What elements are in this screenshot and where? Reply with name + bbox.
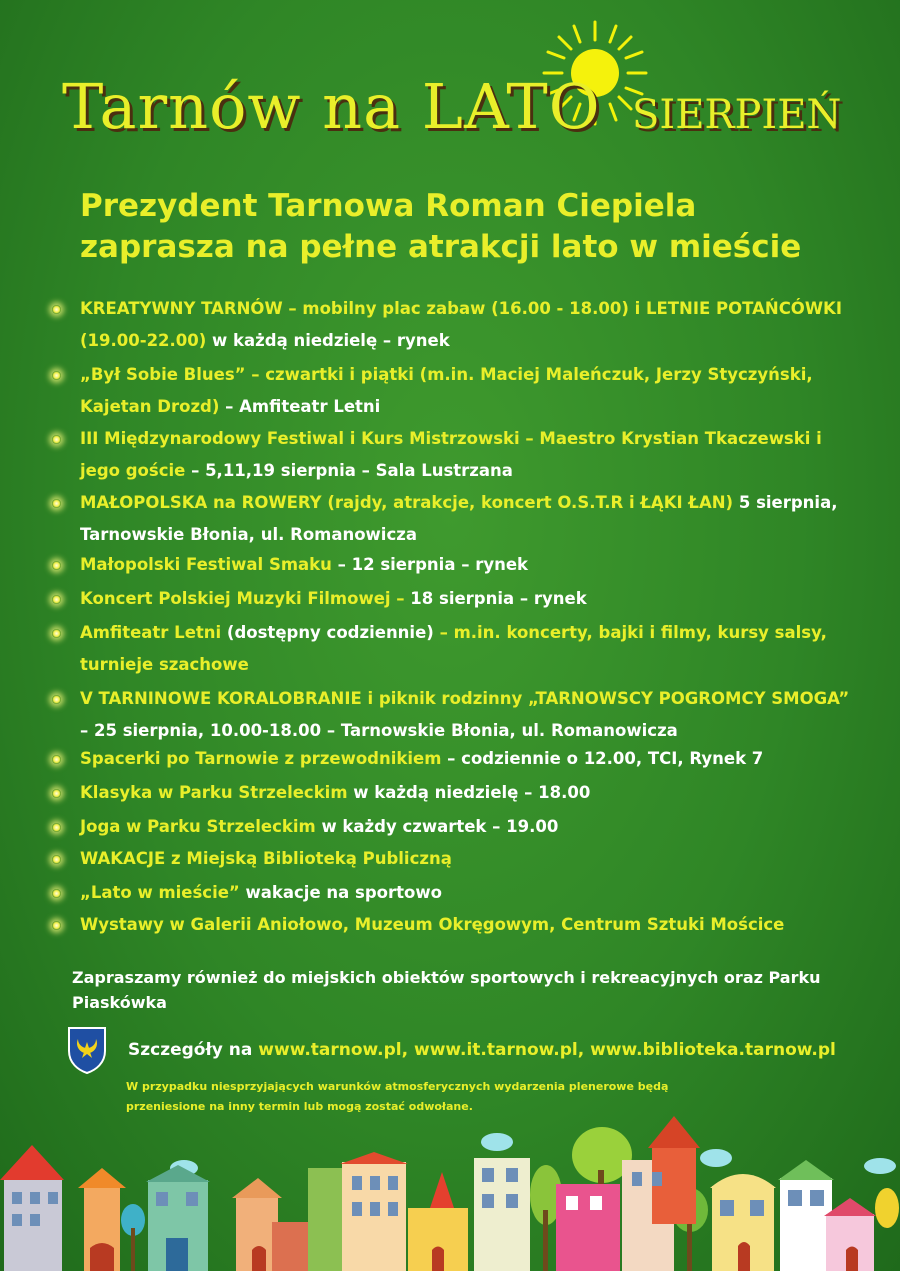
event-text: Wystawy w Galerii Aniołowo, Muzeum Okręgowym, Centrum Sztuki Mościce [80,915,785,934]
event-item [80,843,860,875]
event-item [80,359,860,423]
event-text: wakacje na sportowo [239,883,442,902]
event-text: w każdy czwartek – 19.00 [315,817,559,836]
event-text: MAŁOPOLSKA na ROWERY (rajdy, atrakcje, koncert O.S.T.R i ŁĄKI ŁAN) [80,493,734,512]
bullet-dot-icon [52,789,61,798]
event-text: „Był Sobie Blues” – czwartki i piątki (m.in. Maciej Maleńczuk, Jerzy Styczyński, Kajetan Drozd) [80,365,813,416]
event-text: – 25 sierpnia, 10.00-18.00 – Tarnowskie Błonia, ul. Romanowicza [80,721,678,740]
event-item [80,909,860,941]
bullet-dot-icon [52,823,61,832]
event-item [80,683,860,747]
bullet-dot-icon [52,695,61,704]
event-text: 5 sierpnia, Tarnowskie Błonia, ul. Romanowicza [80,493,838,544]
bullet-dot-icon [52,305,61,314]
event-text: Amfiteatr Letni [80,623,222,642]
event-item [80,583,860,615]
event-text: Joga w Parku Strzeleckim [80,817,316,836]
event-text: – m.in. koncerty, bajki i filmy, kursy salsy, turnieje szachowe [80,623,827,674]
event-text: – 5,11,19 sierpnia – Sala Lustrzana [191,461,513,480]
bullet-dot-icon [52,595,61,604]
bullet-dot-icon [52,561,61,570]
event-text: WAKACJE z Miejską Biblioteką Publiczną [80,849,452,868]
event-text: Koncert Polskiej Muzyki Filmowej – [80,589,405,608]
poster-month: SIERPIEŃ [632,92,842,138]
tarnow-crest-icon [66,1025,108,1075]
event-item [80,549,860,581]
bullet-dot-icon [52,371,61,380]
event-text: (dostępny codziennie) [221,623,434,642]
event-item [80,617,860,681]
poster-title: Tarnów na LATO [62,70,601,143]
event-text: III Międzynarodowy Festiwal i Kurs Mistrzowski – Maestro Krystian Tkaczewski i jego goście [80,429,822,480]
town-illustration [0,1110,900,1271]
event-item [80,877,860,909]
event-text: – codziennie o 12.00, TCI, Rynek 7 [441,749,764,768]
bullet-dot-icon [52,755,61,764]
details-line [128,1040,836,1060]
event-item [80,743,860,775]
invite-text: Zapraszamy również do miejskich obiektów sportowych i rekreacyjnych oraz Parku Piaskówka [72,968,821,1012]
bullet-dot-icon [52,889,61,898]
event-text: w każdą niedzielę – rynek [206,331,450,350]
event-text: 18 sierpnia – rynek [404,589,587,608]
headline-line-1: Prezydent Tarnowa Roman Ciepiela [80,188,697,224]
event-text: Spacerki po Tarnowie z przewodnikiem [80,749,442,768]
event-item [80,423,860,487]
headline-line-2: zaprasza na pełne atrakcji lato w mieście [80,229,802,265]
bullet-dot-icon [52,921,61,930]
event-text: KREATYWNY TARNÓW – mobilny plac zabaw (16.00 - 18.00) i LETNIE POTAŃCÓWKI (19.00-22.00) [80,299,842,350]
event-text: w każdą niedzielę – 18.00 [347,783,591,802]
weather-note: W przypadku niesprzyjających warunków atmosferycznych wydarzenia plenerowe będą przeniesione na inny termin lub mogą zostać odwołane. [126,1080,669,1113]
bullet-dot-icon [52,435,61,444]
bullet-dot-icon [52,629,61,638]
event-text: „Lato w mieście” [80,883,240,902]
details-label: Szczegóły na [128,1040,259,1060]
event-item [80,487,860,551]
event-item [80,777,860,809]
details-urls[interactable]: www.tarnow.pl, www.it.tarnow.pl, www.biblioteka.tarnow.pl [258,1040,836,1060]
bullet-dot-icon [52,855,61,864]
event-text: Klasyka w Parku Strzeleckim [80,783,348,802]
event-text: – 12 sierpnia – rynek [331,555,529,574]
event-text: – Amfiteatr Letni [219,397,381,416]
event-text: Małopolski Festiwal Smaku [80,555,332,574]
bullet-dot-icon [52,499,61,508]
event-item [80,811,860,843]
event-item [80,293,860,357]
headline [80,186,880,268]
event-text: V TARNINOWE KORALOBRANIE i piknik rodzinny „TARNOWSCY POGROMCY SMOGA” [80,689,850,708]
